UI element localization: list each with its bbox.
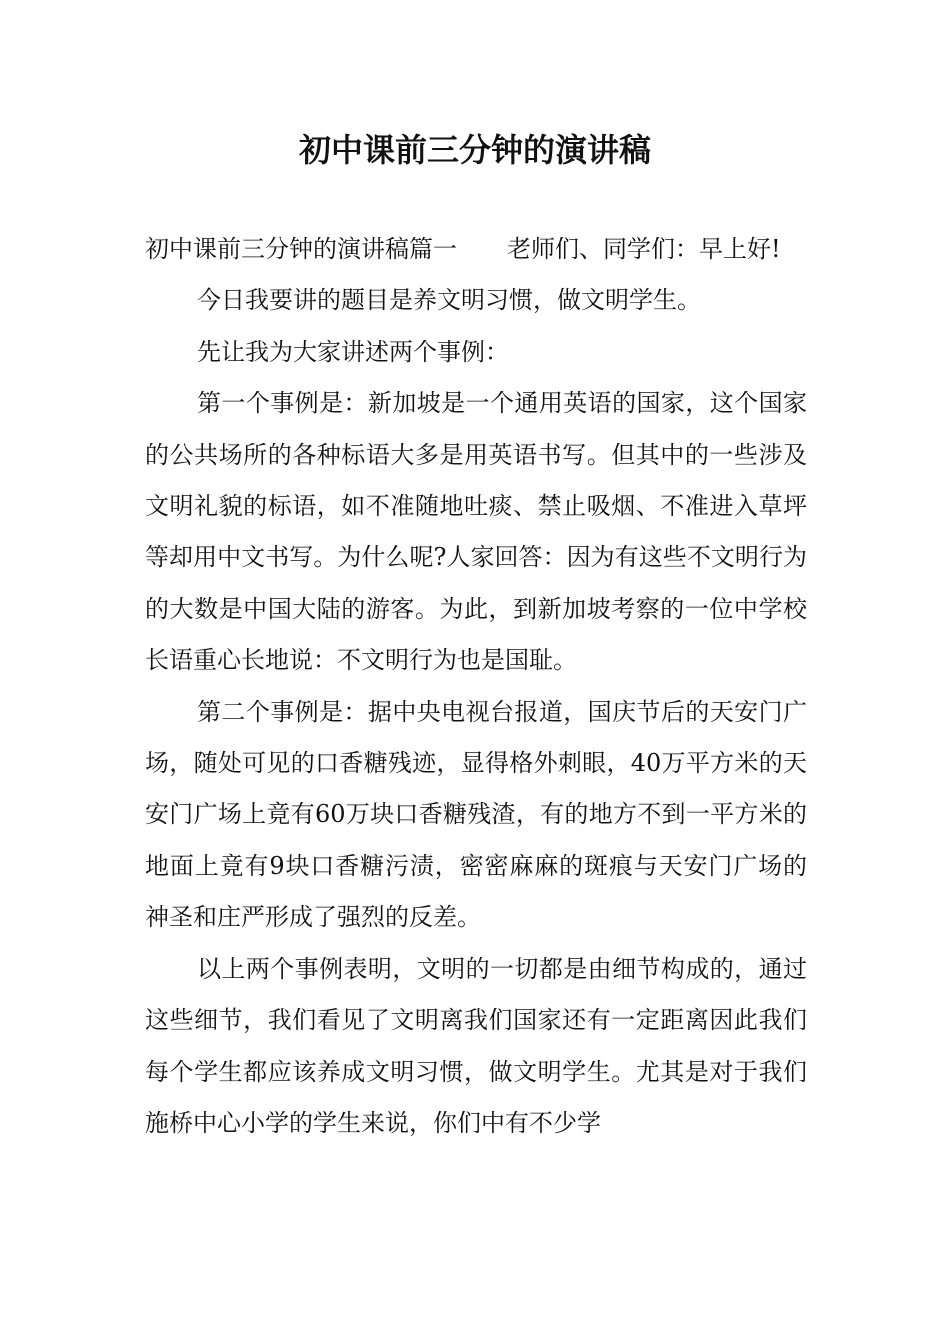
heading-line	[145, 224, 807, 275]
paragraph-example-one: 第一个事例是：新加坡是一个通用英语的国家，这个国家的公共场所的各种标语大多是用英语书写。但其中的一些涉及文明礼貌的标语，如不准随地吐痰、禁止吸烟、不准进入草坪等却用中文书写。为什么呢?人家回答：因为有这些不文明行为的大数是中国大陆的游客。为此，到新加坡考察的一位中学校长语重心长地说：不文明行为也是国耻。	[145, 389, 807, 675]
section-heading: 初中课前三分钟的演讲稿篇一	[145, 235, 457, 263]
paragraph-intro: 先让我为大家讲述两个事例：	[197, 337, 509, 366]
paragraph-example-two: 第二个事例是：据中央电视台报道，国庆节后的天安门广场，随处可见的口香糖残迹，显得格外刺眼，40万平方米的天安门广场上竟有60万块口香糖残渣，有的地方不到一平方米的地面上竟有9块口香糖污渍，密密麻麻的斑痕与天安门广场的神圣和庄严形成了强烈的反差。	[145, 697, 807, 932]
document-body	[145, 224, 807, 1149]
greeting: 老师们、同学们：早上好!	[507, 235, 781, 263]
paragraph-topic: 今日我要讲的题目是养文明习惯，做文明学生。	[197, 286, 701, 315]
document-title: 初中课前三分钟的演讲稿	[298, 131, 651, 169]
paragraph-conclusion: 以上两个事例表明，文明的一切都是由细节构成的，通过这些细节，我们看见了文明离我们国家还有一定距离因此我们每个学生都应该养成文明习惯，做文明学生。尤其是对于我们施桥中心小学的学生来说，你们中有不少学	[145, 954, 807, 1137]
